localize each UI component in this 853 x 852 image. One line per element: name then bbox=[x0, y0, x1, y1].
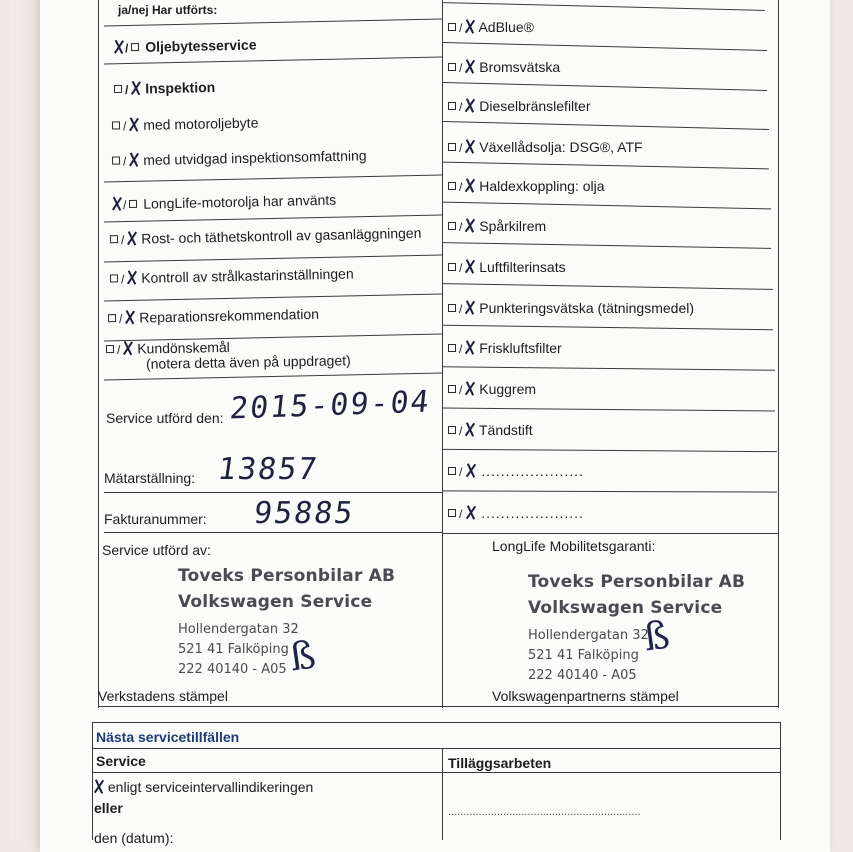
right-item-cabin-filter: / Friskluftsfilter bbox=[448, 340, 562, 357]
stamp-city: 521 41 Falköping bbox=[178, 642, 289, 657]
item-label: Haldexkoppling: olja bbox=[479, 178, 605, 194]
checkbox-yes[interactable] bbox=[110, 235, 118, 243]
check-mark-icon bbox=[112, 198, 122, 210]
right-item-timing-belt: / Kuggrem bbox=[448, 381, 536, 398]
table-right-border bbox=[778, 0, 779, 708]
check-mark-icon bbox=[465, 180, 475, 192]
right-signature-icon: ß bbox=[641, 612, 673, 660]
item-label: Luftfilterinsats bbox=[479, 259, 566, 275]
left-workshop-stamp bbox=[178, 566, 395, 680]
item-label: ..................... bbox=[481, 505, 584, 521]
right-item-belt: / Spårkilrem bbox=[448, 218, 546, 235]
check-mark-icon bbox=[465, 141, 475, 153]
item-label: Spårkilrem bbox=[479, 218, 547, 234]
check-mark-icon bbox=[94, 781, 104, 793]
item-label: Punkteringsvätska (tätningsmedel) bbox=[479, 300, 695, 316]
checkbox-yes[interactable] bbox=[112, 156, 120, 164]
check-mark-icon bbox=[127, 272, 137, 284]
row-line bbox=[104, 532, 442, 533]
invoice-value: 95885 bbox=[251, 496, 357, 531]
check-mark-icon bbox=[465, 100, 475, 112]
item-label: Oljebytesservice bbox=[145, 36, 257, 55]
next-table-divider bbox=[442, 748, 443, 840]
checkbox-yes[interactable] bbox=[448, 263, 456, 271]
item-label: Kuggrem bbox=[479, 381, 537, 397]
check-mark-icon bbox=[466, 465, 476, 477]
item-label: AdBlue® bbox=[478, 19, 534, 35]
left-stamp-heading: Service utförd av: bbox=[102, 542, 211, 558]
left-stamp-footer: Verkstadens stämpel bbox=[98, 688, 228, 704]
checkbox-yes[interactable] bbox=[448, 102, 456, 110]
checkbox-yes[interactable] bbox=[448, 509, 456, 517]
item-label: Rost- och täthetskontroll av gasanläggningen bbox=[141, 224, 422, 247]
left-item-inspection: / Inspektion bbox=[114, 79, 216, 98]
check-mark-icon bbox=[465, 220, 475, 232]
item-label: Tändstift bbox=[478, 422, 533, 438]
right-item-spark-plugs: / Tändstift bbox=[448, 422, 533, 439]
stamp-street: Hollendergatan 32 bbox=[178, 622, 299, 637]
odometer-label: Mätarställning: bbox=[104, 470, 196, 486]
checkbox-yes[interactable] bbox=[448, 143, 456, 151]
table-bottom-border bbox=[98, 706, 779, 707]
table-left-border bbox=[98, 0, 99, 708]
checkbox-yes[interactable] bbox=[448, 63, 456, 71]
check-mark-icon bbox=[465, 261, 475, 273]
left-item-oil-service: / Oljebytesservice bbox=[114, 37, 257, 57]
item-label: Kundönskemål bbox=[137, 338, 230, 357]
checkbox-yes[interactable] bbox=[448, 467, 456, 475]
checkbox-yes[interactable] bbox=[108, 314, 116, 322]
next-service-title: Nästa servicetillfällen bbox=[96, 729, 240, 745]
item-label: Reparationsrekommendation bbox=[139, 305, 320, 326]
next-col-service: Service bbox=[96, 753, 146, 769]
table-middle-divider bbox=[442, 0, 443, 708]
left-item-repair-recommendation: / Reparationsrekommendation bbox=[108, 306, 319, 327]
next-service-interval bbox=[94, 779, 313, 795]
right-item-gearbox-oil: / Växellådsolja: DSG®, ATF bbox=[448, 139, 643, 156]
right-item-adblue: / AdBlue® bbox=[448, 19, 534, 36]
check-mark-icon bbox=[123, 343, 133, 355]
item-label: Friskluftsfilter bbox=[479, 340, 562, 356]
item-label: Bromsvätska bbox=[479, 59, 561, 75]
checkbox-yes[interactable] bbox=[112, 121, 120, 129]
checkbox-no[interactable] bbox=[129, 200, 137, 208]
item-label: Växellådsolja: DSG®, ATF bbox=[479, 139, 643, 155]
checkbox-yes[interactable] bbox=[448, 426, 456, 434]
next-table-right bbox=[780, 722, 781, 840]
item-label: med utvidgad inspektionsomfattning bbox=[143, 147, 367, 169]
stamp-brand: Volkswagen Service bbox=[528, 598, 723, 618]
interval-label: enligt serviceintervallindikeringen bbox=[107, 779, 314, 795]
checkbox-yes[interactable] bbox=[110, 274, 118, 282]
check-mark-icon bbox=[127, 233, 137, 245]
right-stamp-footer: Volkswagenpartnerns stämpel bbox=[492, 688, 679, 704]
next-col-extra: Tilläggsarbeten bbox=[448, 755, 552, 771]
check-mark-icon bbox=[129, 119, 139, 131]
next-table-title-line bbox=[92, 748, 781, 749]
next-table-top bbox=[92, 722, 781, 723]
check-mark-icon bbox=[129, 154, 139, 166]
right-partner-stamp bbox=[528, 572, 745, 686]
check-mark-icon bbox=[125, 312, 135, 324]
stamp-city: 521 41 Falköping bbox=[528, 648, 639, 663]
row-line bbox=[104, 492, 442, 493]
header-label: ja/nej Har utförts: bbox=[118, 3, 218, 17]
check-mark-icon bbox=[465, 21, 475, 33]
item-label: med motoroljebyte bbox=[143, 114, 259, 133]
service-date-label: Service utförd den: bbox=[106, 410, 224, 426]
customer-request-note: (notera detta även på uppdraget) bbox=[145, 352, 351, 372]
stamp-brand: Volkswagen Service bbox=[178, 592, 373, 612]
check-mark-icon bbox=[131, 82, 141, 94]
right-item-diesel-filter: / Dieselbränslefilter bbox=[448, 98, 591, 115]
stamp-phone: 222 40140 - A05 bbox=[178, 662, 287, 677]
checkbox-yes[interactable] bbox=[114, 85, 122, 93]
page-shadow bbox=[10, 0, 40, 840]
right-stamp-heading: LongLife Mobilitetsgaranti: bbox=[492, 538, 656, 554]
check-mark-icon bbox=[466, 507, 476, 519]
stamp-street: Hollendergatan 32 bbox=[528, 628, 649, 643]
left-item-gas-check: / Rost- och täthetskontroll av gasanläggningen bbox=[110, 225, 422, 249]
right-item-air-filter: / Luftfilterinsats bbox=[448, 259, 566, 276]
check-mark-icon bbox=[465, 383, 475, 395]
item-label: Kontroll av strålkastarinställningen bbox=[141, 265, 354, 286]
checkbox-yes[interactable] bbox=[448, 304, 456, 312]
checkbox-yes[interactable] bbox=[448, 385, 456, 393]
item-label: LongLife-motorolja har använts bbox=[143, 191, 337, 212]
checkbox-yes[interactable] bbox=[448, 23, 456, 31]
check-mark-icon bbox=[465, 424, 475, 436]
left-item-extended-inspection: / med utvidgad inspektionsomfattning bbox=[112, 147, 367, 169]
right-item-blank-1: / ..................... bbox=[448, 463, 584, 480]
left-item-longlife-oil: / LongLife-motorolja har använts bbox=[112, 192, 337, 214]
checkbox-yes[interactable] bbox=[448, 182, 456, 190]
left-signature-icon: ß bbox=[287, 632, 319, 680]
item-label: ..................... bbox=[481, 463, 584, 479]
checkbox-yes[interactable] bbox=[448, 344, 456, 352]
stamp-company: Toveks Personbilar AB bbox=[178, 566, 396, 586]
odometer-value: 13857 bbox=[215, 452, 321, 487]
right-item-haldex-oil: / Haldexkoppling: olja bbox=[448, 178, 605, 195]
checkbox-yes[interactable] bbox=[448, 222, 456, 230]
check-mark-icon bbox=[465, 302, 475, 314]
next-service-or: eller bbox=[94, 800, 123, 816]
next-table-header-line bbox=[92, 772, 781, 773]
check-mark-icon bbox=[465, 342, 475, 354]
checkbox-yes[interactable] bbox=[106, 345, 114, 353]
service-date-value: 2015-09-04 bbox=[228, 384, 433, 427]
left-item-headlight-check: / Kontroll av strålkastarinställningen bbox=[110, 265, 354, 287]
left-item-customer-request: / Kundönskemål bbox=[106, 339, 230, 358]
row-line bbox=[443, 533, 778, 534]
right-item-brake-fluid: / Bromsvätska bbox=[448, 59, 560, 76]
checkbox-no[interactable] bbox=[131, 43, 139, 51]
left-item-motor-oil-change: / med motoroljebyte bbox=[112, 114, 259, 134]
item-label: Dieselbränslefilter bbox=[479, 98, 591, 114]
right-item-blank-2: / ..................... bbox=[448, 505, 584, 522]
right-item-tyre-sealant: / Punkteringsvätska (tätningsmedel) bbox=[448, 300, 694, 317]
check-mark-icon bbox=[465, 61, 475, 73]
item-label: Inspektion bbox=[145, 78, 216, 97]
next-service-date-label: den (datum): bbox=[94, 830, 174, 846]
invoice-label: Fakturanummer: bbox=[104, 511, 207, 527]
next-extra-dots: ............................................................... bbox=[448, 806, 641, 818]
stamp-phone: 222 40140 - A05 bbox=[528, 668, 637, 683]
stamp-company: Toveks Personbilar AB bbox=[528, 572, 746, 592]
check-mark-icon bbox=[114, 41, 124, 53]
